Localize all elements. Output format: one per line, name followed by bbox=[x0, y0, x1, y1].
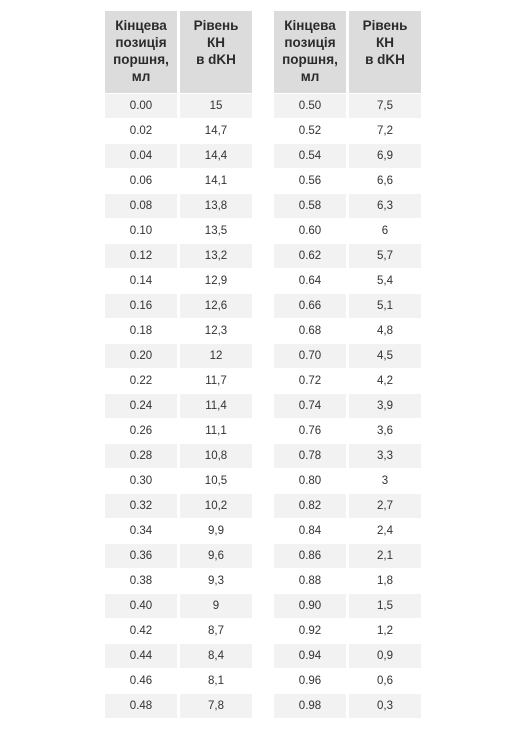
piston-position-cell: 0.60 bbox=[274, 219, 346, 243]
piston-position-cell: 0.10 bbox=[105, 219, 177, 243]
piston-position-cell: 0.42 bbox=[105, 619, 177, 643]
piston-position-cell: 0.30 bbox=[105, 469, 177, 493]
kh-level-cell: 10,5 bbox=[180, 469, 252, 493]
piston-position-cell: 0.98 bbox=[274, 694, 346, 718]
piston-position-cell: 0.52 bbox=[274, 119, 346, 143]
table-row bbox=[274, 619, 421, 643]
piston-position-cell: 0.18 bbox=[105, 319, 177, 343]
table-row bbox=[274, 419, 421, 443]
piston-position-cell: 0.34 bbox=[105, 519, 177, 543]
table-row bbox=[105, 244, 252, 268]
piston-position-cell: 0.76 bbox=[274, 419, 346, 443]
table-row bbox=[105, 519, 252, 543]
table-row bbox=[274, 644, 421, 668]
kh-level-cell: 1,5 bbox=[349, 594, 421, 618]
header-kh-level: Рівень КН в dKH bbox=[180, 11, 252, 93]
piston-position-cell: 0.48 bbox=[105, 694, 177, 718]
piston-position-cell: 0.44 bbox=[105, 644, 177, 668]
table-row bbox=[105, 694, 252, 718]
kh-level-cell: 8,4 bbox=[180, 644, 252, 668]
table-row bbox=[274, 344, 421, 368]
kh-level-cell: 1,8 bbox=[349, 569, 421, 593]
kh-level-cell: 14,1 bbox=[180, 169, 252, 193]
table-row bbox=[105, 219, 252, 243]
header-kh-level: Рівень КН в dKH bbox=[349, 11, 421, 93]
piston-position-cell: 0.74 bbox=[274, 394, 346, 418]
kh-level-cell: 13,2 bbox=[180, 244, 252, 268]
table-row bbox=[274, 94, 421, 118]
kh-level-cell: 0,3 bbox=[349, 694, 421, 718]
piston-position-cell: 0.12 bbox=[105, 244, 177, 268]
kh-level-cell: 6 bbox=[349, 219, 421, 243]
table-row bbox=[274, 694, 421, 718]
table-row bbox=[274, 469, 421, 493]
table-row bbox=[105, 644, 252, 668]
piston-position-cell: 0.78 bbox=[274, 444, 346, 468]
kh-level-cell: 12 bbox=[180, 344, 252, 368]
piston-position-cell: 0.04 bbox=[105, 144, 177, 168]
piston-position-cell: 0.92 bbox=[274, 619, 346, 643]
table-row bbox=[105, 169, 252, 193]
table-row bbox=[105, 494, 252, 518]
table-row bbox=[105, 619, 252, 643]
table-row bbox=[274, 319, 421, 343]
piston-position-cell: 0.26 bbox=[105, 419, 177, 443]
kh-level-cell: 0,9 bbox=[349, 644, 421, 668]
piston-position-cell: 0.72 bbox=[274, 369, 346, 393]
piston-position-cell: 0.54 bbox=[274, 144, 346, 168]
kh-level-cell: 12,3 bbox=[180, 319, 252, 343]
piston-position-cell: 0.84 bbox=[274, 519, 346, 543]
table-row bbox=[105, 444, 252, 468]
table-row bbox=[105, 344, 252, 368]
piston-position-cell: 0.36 bbox=[105, 544, 177, 568]
table-row bbox=[105, 369, 252, 393]
kh-level-cell: 3,6 bbox=[349, 419, 421, 443]
table-row bbox=[105, 94, 252, 118]
table-row bbox=[105, 419, 252, 443]
kh-level-cell: 5,1 bbox=[349, 294, 421, 318]
piston-position-cell: 0.62 bbox=[274, 244, 346, 268]
kh-level-cell: 9,9 bbox=[180, 519, 252, 543]
kh-level-cell: 10,2 bbox=[180, 494, 252, 518]
piston-position-cell: 0.08 bbox=[105, 194, 177, 218]
kh-level-cell: 8,1 bbox=[180, 669, 252, 693]
kh-level-cell: 5,7 bbox=[349, 244, 421, 268]
kh-level-cell: 12,9 bbox=[180, 269, 252, 293]
piston-position-cell: 0.20 bbox=[105, 344, 177, 368]
table-header bbox=[105, 11, 252, 93]
piston-position-cell: 0.64 bbox=[274, 269, 346, 293]
piston-position-cell: 0.82 bbox=[274, 494, 346, 518]
kh-level-cell: 9,6 bbox=[180, 544, 252, 568]
kh-level-cell: 4,5 bbox=[349, 344, 421, 368]
table-row bbox=[105, 394, 252, 418]
table-row bbox=[274, 594, 421, 618]
table-row bbox=[105, 594, 252, 618]
piston-position-cell: 0.14 bbox=[105, 269, 177, 293]
table-row bbox=[105, 569, 252, 593]
kh-level-cell: 13,8 bbox=[180, 194, 252, 218]
piston-position-cell: 0.58 bbox=[274, 194, 346, 218]
kh-level-cell: 6,3 bbox=[349, 194, 421, 218]
piston-position-cell: 0.00 bbox=[105, 94, 177, 118]
table-row bbox=[274, 669, 421, 693]
piston-position-cell: 0.02 bbox=[105, 119, 177, 143]
kh-level-cell: 11,4 bbox=[180, 394, 252, 418]
table-row bbox=[274, 169, 421, 193]
table-row bbox=[274, 194, 421, 218]
kh-level-cell: 10,8 bbox=[180, 444, 252, 468]
piston-position-cell: 0.28 bbox=[105, 444, 177, 468]
piston-position-cell: 0.96 bbox=[274, 669, 346, 693]
piston-position-cell: 0.06 bbox=[105, 169, 177, 193]
piston-position-cell: 0.50 bbox=[274, 94, 346, 118]
table-row bbox=[274, 294, 421, 318]
piston-position-cell: 0.66 bbox=[274, 294, 346, 318]
table-row bbox=[274, 369, 421, 393]
table-row bbox=[105, 319, 252, 343]
piston-position-cell: 0.40 bbox=[105, 594, 177, 618]
kh-level-cell: 2,7 bbox=[349, 494, 421, 518]
kh-level-cell: 9 bbox=[180, 594, 252, 618]
table-body bbox=[274, 94, 421, 718]
table-row bbox=[105, 194, 252, 218]
table-row bbox=[105, 469, 252, 493]
kh-level-cell: 14,7 bbox=[180, 119, 252, 143]
kh-level-cell: 6,9 bbox=[349, 144, 421, 168]
kh-level-cell: 4,8 bbox=[349, 319, 421, 343]
kh-level-cell: 9,3 bbox=[180, 569, 252, 593]
header-piston-position: Кінцева позиція поршня, мл bbox=[274, 11, 346, 93]
kh-level-cell: 2,1 bbox=[349, 544, 421, 568]
table-row bbox=[105, 144, 252, 168]
kh-level-cell: 3,3 bbox=[349, 444, 421, 468]
kh-level-cell: 5,4 bbox=[349, 269, 421, 293]
table-row bbox=[274, 544, 421, 568]
piston-position-cell: 0.38 bbox=[105, 569, 177, 593]
kh-level-cell: 7,2 bbox=[349, 119, 421, 143]
table-row bbox=[274, 569, 421, 593]
right-table bbox=[274, 11, 421, 718]
kh-level-cell: 1,2 bbox=[349, 619, 421, 643]
table-body bbox=[105, 94, 252, 718]
kh-level-cell: 3 bbox=[349, 469, 421, 493]
kh-level-cell: 6,6 bbox=[349, 169, 421, 193]
piston-position-cell: 0.94 bbox=[274, 644, 346, 668]
table-row bbox=[105, 294, 252, 318]
kh-level-cell: 7,5 bbox=[349, 94, 421, 118]
piston-position-cell: 0.86 bbox=[274, 544, 346, 568]
table-row bbox=[105, 669, 252, 693]
left-table bbox=[105, 11, 252, 718]
kh-level-cell: 4,2 bbox=[349, 369, 421, 393]
kh-level-cell: 13,5 bbox=[180, 219, 252, 243]
table-header bbox=[274, 11, 421, 93]
kh-level-cell: 7,8 bbox=[180, 694, 252, 718]
table-row bbox=[274, 494, 421, 518]
piston-position-cell: 0.90 bbox=[274, 594, 346, 618]
kh-level-cell: 15 bbox=[180, 94, 252, 118]
table-row bbox=[274, 519, 421, 543]
kh-level-cell: 11,1 bbox=[180, 419, 252, 443]
piston-position-cell: 0.80 bbox=[274, 469, 346, 493]
table-row bbox=[274, 269, 421, 293]
table-row bbox=[105, 269, 252, 293]
kh-level-cell: 2,4 bbox=[349, 519, 421, 543]
kh-level-cell: 8,7 bbox=[180, 619, 252, 643]
table-row bbox=[274, 444, 421, 468]
header-piston-position: Кінцева позиція поршня, мл bbox=[105, 11, 177, 93]
kh-level-cell: 0,6 bbox=[349, 669, 421, 693]
table-row bbox=[274, 244, 421, 268]
kh-level-cell: 3,9 bbox=[349, 394, 421, 418]
piston-position-cell: 0.68 bbox=[274, 319, 346, 343]
piston-position-cell: 0.56 bbox=[274, 169, 346, 193]
piston-position-cell: 0.16 bbox=[105, 294, 177, 318]
table-row bbox=[274, 119, 421, 143]
piston-position-cell: 0.88 bbox=[274, 569, 346, 593]
kh-level-cell: 12,6 bbox=[180, 294, 252, 318]
table-row bbox=[105, 119, 252, 143]
piston-position-cell: 0.32 bbox=[105, 494, 177, 518]
kh-level-cell: 14,4 bbox=[180, 144, 252, 168]
piston-position-cell: 0.22 bbox=[105, 369, 177, 393]
table-row bbox=[274, 394, 421, 418]
table-row bbox=[274, 219, 421, 243]
table-row bbox=[105, 544, 252, 568]
piston-position-cell: 0.70 bbox=[274, 344, 346, 368]
piston-position-cell: 0.24 bbox=[105, 394, 177, 418]
table-row bbox=[274, 144, 421, 168]
kh-level-cell: 11,7 bbox=[180, 369, 252, 393]
piston-position-cell: 0.46 bbox=[105, 669, 177, 693]
